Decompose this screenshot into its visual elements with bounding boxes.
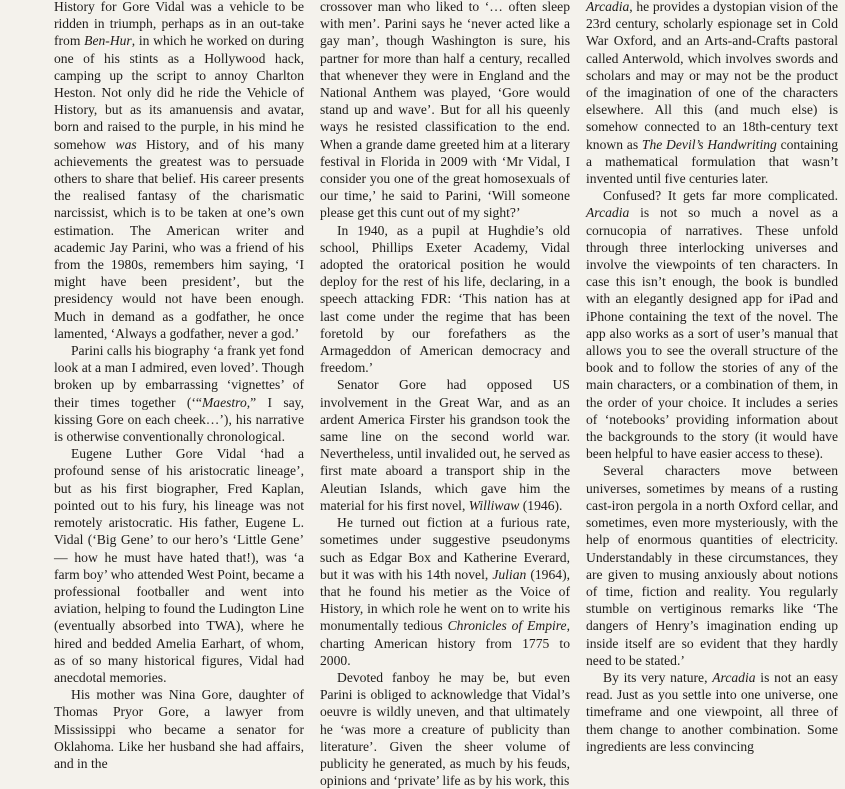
text-run: , in which he worked on during one of his stints as a Hollywood hack, camping up the script to annoy Charlton Heston. Not only did he ride the Vehicle of History, but as its amanuensis and avatar, born and raised to the purple, in his mind he somehow (54, 33, 304, 152)
text-run: By its very nature, (603, 669, 713, 685)
paragraph (54, 445, 304, 686)
italic-text: Ben-Hur (84, 33, 132, 49)
text-run: , charting American history from 1775 to 2000. (320, 618, 570, 668)
paragraph (320, 0, 570, 222)
text-run: Confused? It gets far more complicated. (603, 188, 838, 204)
text-run: His mother was Nina Gore, daughter of Thomas Pryor Gore, a lawyer from Mississippi who became a senator for Oklahoma. Like her husband she had affairs, and in the (54, 687, 304, 771)
italic-text: was (115, 136, 137, 152)
italic-text: Maestro (201, 394, 247, 410)
paragraph (54, 342, 304, 445)
italic-text: Arcadia (712, 669, 756, 685)
italic-text: Arcadia (586, 205, 630, 221)
text-run: Parini calls his biography ‘a frank yet fond look at a man I admired, even loved’. Though broken up by embarrassing ‘vignettes’ of their times together (‘“ (54, 343, 304, 410)
text-run: History, and of his many achievements the greatest was to persuade others to share that belief. His career presents the realised fantasy of the charismatic narcissist, which is to be taken at one’s own estimation. The American writer and academic Jay Parini, who was a friend of his from the 1980s, remembers him saying, ‘I might have been president’, but the presidency would not have been enough. Much in demand as a godfather, he once lamented, ‘Always a godfather, never a god.’ (54, 136, 304, 341)
italic-text: Williwaw (468, 497, 520, 513)
paragraph (320, 222, 570, 377)
paragraph (54, 0, 304, 342)
text-run: is not an easy read. Just as you settle into one universe, one timeframe and one viewpoint, all three of them change to another combination. Some ingredients are less convincing (586, 669, 838, 754)
text-run: Several characters move between universes, sometimes by means of a rusting cast-iron pergola in a north Oxford cellar, and sometimes, even more mysteriously, with the help of enormous quantities of electricity. Understandably in these circumstances, they are given to musing anxiously about notions of time, fiction and reality. You regularly stumble on vertiginous remarks like ‘The dangers of Henry’s imagination ending up inside itself are so evident that they hardly need to be stated.’ (586, 463, 838, 668)
italic-text: Arcadia (586, 0, 630, 14)
paragraph (586, 0, 838, 187)
text-run: History for Gore Vidal was a vehicle to be ridden in triumph, perhaps as in an out-take from (54, 0, 304, 49)
text-run: In 1940, as a pupil at Hughdie’s old school, Phillips Exeter Academy, Vidal adopted the oratorical position he would deploy for the rest of his life, declaring, in a speech attacking FDR: ‘This nation has at last come under the regime that has been foretold by our forefathers as the Armageddon of American democracy and freedom.’ (320, 222, 570, 376)
column-1 (54, 0, 304, 772)
text-run: ,” I say, kissing Gore on each cheek…’), his narrative is otherwise conventionally chronological. (54, 394, 304, 445)
italic-text: Chronicles of Empire (447, 618, 567, 634)
paragraph (54, 686, 304, 772)
paragraph (586, 187, 838, 462)
text-run: Devoted fanboy he may be, but even Parini is obliged to acknowledge that Vidal’s oeuvre is wildly uneven, and that ultimately he ‘was more a creature of publicity than literature’. Given the sheer volume of publicity he generated, as much by his feuds, opinions and ‘private’ life as by his work, this (320, 669, 570, 789)
text-run: crossover man who liked to ‘… often sleep with men’. Parini says he ‘never acted like a gay man’, though Washington is sure, his partner for more than half a century, recalled that whenever they were in England and the National Anthem was played, ‘Gore would stand up and wave’. But for all his queenly ways he resisted classification to the end. When a grande dame greeted him at a literary festival in Florida in 2009 with ‘Mr Vidal, I consider you one of the great homosexuals of our time,’ he said to Parini, ‘Will someone please get this cunt out of my sight?’ (320, 0, 570, 221)
paragraph (320, 669, 570, 789)
text-run: , he provides a dystopian vision of the 23rd century, scholarly espionage set in Cold War Oxford, and an Arts-and-Crafts pastoral called Anterwold, which involves swords and scholars and may or may not be the product of the imagination of one of the characters elsewhere. All this (and much else) is somehow connected to an 18th-century text known as (586, 0, 838, 152)
paragraph (320, 376, 570, 514)
italic-text: The Devil’s Handwriting (641, 136, 777, 152)
text-run: (1964), that he found his metier as the Voice of History, in which role he went on to write his monumentally tedious (320, 566, 570, 634)
text-run: (1946). (519, 497, 563, 513)
italic-text: Julian (492, 566, 527, 582)
column-3 (586, 0, 838, 755)
paragraph (586, 462, 838, 668)
text-run: containing a mathematical formulation that wasn’t invented until five centuries later. (586, 136, 838, 187)
text-run: Eugene Luther Gore Vidal ‘had a profound sense of his aristocratic lineage’, but as his first biographer, Fred Kaplan, pointed out to his fury, his lineage was not remotely aristocratic. His father, Eugene L. Vidal (‘Big Gene’ to our hero’s ‘Little Gene’ — how he must have hated that!), was ‘a farm boy’ who attended West Point, became a professional footballer and went into aviation, helping to found the Ludington Line (eventually absorbed into TWA), where he hired and bedded Amelia Earhart, of whom, as of so many historical figures, Vidal had anecdotal memories. (54, 446, 304, 685)
paragraph (586, 669, 838, 755)
column-2 (320, 0, 570, 789)
paragraph (320, 514, 570, 669)
text-run: He turned out fiction at a furious rate, sometimes under suggestive pseudonyms such as Edgar Box and Katherine Everard, but it was with his 14th novel, (320, 515, 570, 582)
text-run: is not so much a novel as a cornucopia of narratives. These unfold through three interlocking universes and involve the viewpoints of ten characters. In case this isn’t enough, the book is bundled with an elegantly designed app for iPad and iPhone containing the text of the novel. The app also works as a sort of user’s manual that allows you to see the overall structure of the book and to follow the stories of any of the main characters, or a combination of them, in the order of your choice. It includes a series of ‘notebooks’ providing information about the backgrounds to the story (it would have been helpful to have easier access to these). (586, 205, 838, 462)
text-run: Senator Gore had opposed US involvement in the Great War, and as an ardent America Firster his grandson took the same line on the second world war. Nevertheless, until invalided out, he served as first mate aboard a transport ship in the Aleutian Islands, which gave him the material for his first novel, (320, 377, 570, 513)
